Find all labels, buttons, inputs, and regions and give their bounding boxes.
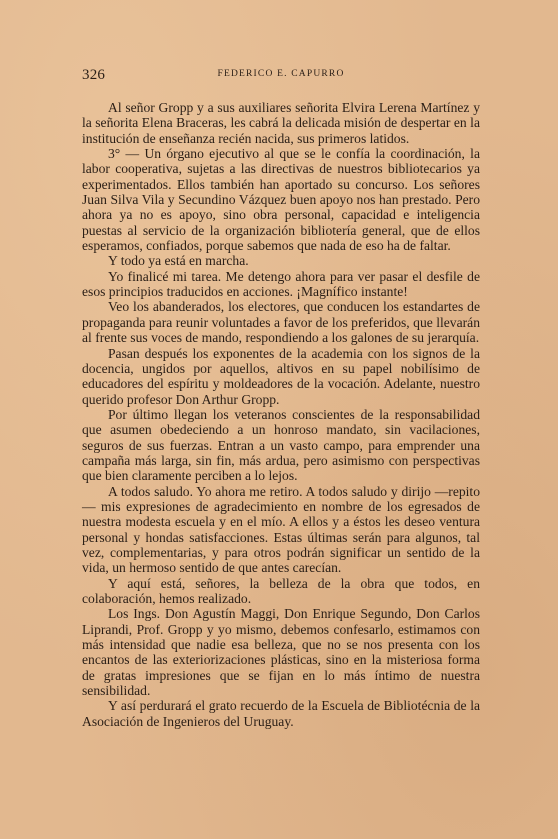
paragraph: Los Ings. Don Agustín Maggi, Don Enrique Segundo, Don Carlos Liprandi, Prof. Gropp y yo mismo, debemos confesarlo, estimamos con más intensidad que nadie esa belleza, que no se nos presenta con los encantos de las exteriorizaciones plásticas, sino en la misteriosa forma de gratas impresiones que se fijan en lo más íntimo de nuestra sensibilidad. [82, 606, 480, 699]
paragraph: A todos saludo. Yo ahora me retiro. A todos saludo y dirijo —repito— mis expresiones de agradecimiento en nombre de los egresados de nuestra modesta escuela y en el mío. A ellos y a éstos les deseo ventura personal y hondas satisfacciones. Estas últimas serán para algunos, tal vez, complementarias, y para otros podrán significar un sentido de la vida, un hermoso sentido de que antes carecían. [82, 483, 480, 576]
body-text [82, 100, 480, 729]
paragraph: Por último llegan los veteranos conscientes de la responsabilidad que asumen obedeciendo a un honroso mandato, sin vacilaciones, seguros de sus fuerzas. Entran a un vasto campo, para emprender una campaña más larga, sin fin, más ardua, pero asimismo con perspectivas que bien claramente perciben a lo lejos. [82, 406, 480, 484]
running-head: FEDERICO E. CAPURRO [217, 69, 345, 79]
paragraph: Y todo ya está en marcha. [108, 253, 249, 269]
paragraph: 3° — Un órgano ejecutivo al que se le confía la coordinación, la labor cooperativa, sujetas a las directivas de nuestros bibliotecarios ya experimentados. Ellos también han aportado su concurso. Los señores Juan Silva Vila y Secundino Vázquez buen apoyo nos han prestado. Pero ahora ya no es apoyo, sino obra personal, capacidad e inteligencia puestas al servicio de la organización bibliotería general, que de ellos esperamos, confiados, porque sabemos que nada de eso ha de faltar. [82, 146, 480, 254]
paragraph: Y así perdurará el grato recuerdo de la Escuela de Bibliotécnia de la Asociación de Ingenieros del Uruguay. [82, 698, 480, 729]
page-number: 326 [82, 67, 106, 83]
paragraph: Al señor Gropp y a sus auxiliares señorita Elvira Lerena Martínez y la señorita Elena Braceras, les cabrá la delicada misión de despertar en la institución de enseñanza recién nacida, sus primeros latidos. [82, 100, 480, 146]
paragraph: Veo los abanderados, los electores, que conducen los estandartes de propaganda para reunir voluntades a favor de los preferidos, que llevarán al frente sus voces de mando, respondiendo a los galones de su jerarquía. [82, 299, 480, 346]
paragraph: Y aquí está, señores, la belleza de la obra que todos, en colaboración, hemos realizado. [82, 575, 480, 606]
paragraph: Yo finalicé mi tarea. Me detengo ahora para ver pasar el desfile de esos principios traducidos en acciones. ¡Magnífico instante! [82, 268, 480, 300]
paragraph: Pasan después los exponentes de la academia con los signos de la docencia, ungidos por aquellos, altivos en su papel nobilísimo de educadores del espíritu y moldeadores de la vocación. Adelante, nuestro querido profesor Don Arthur Gropp. [82, 345, 480, 407]
page-header [82, 67, 480, 87]
